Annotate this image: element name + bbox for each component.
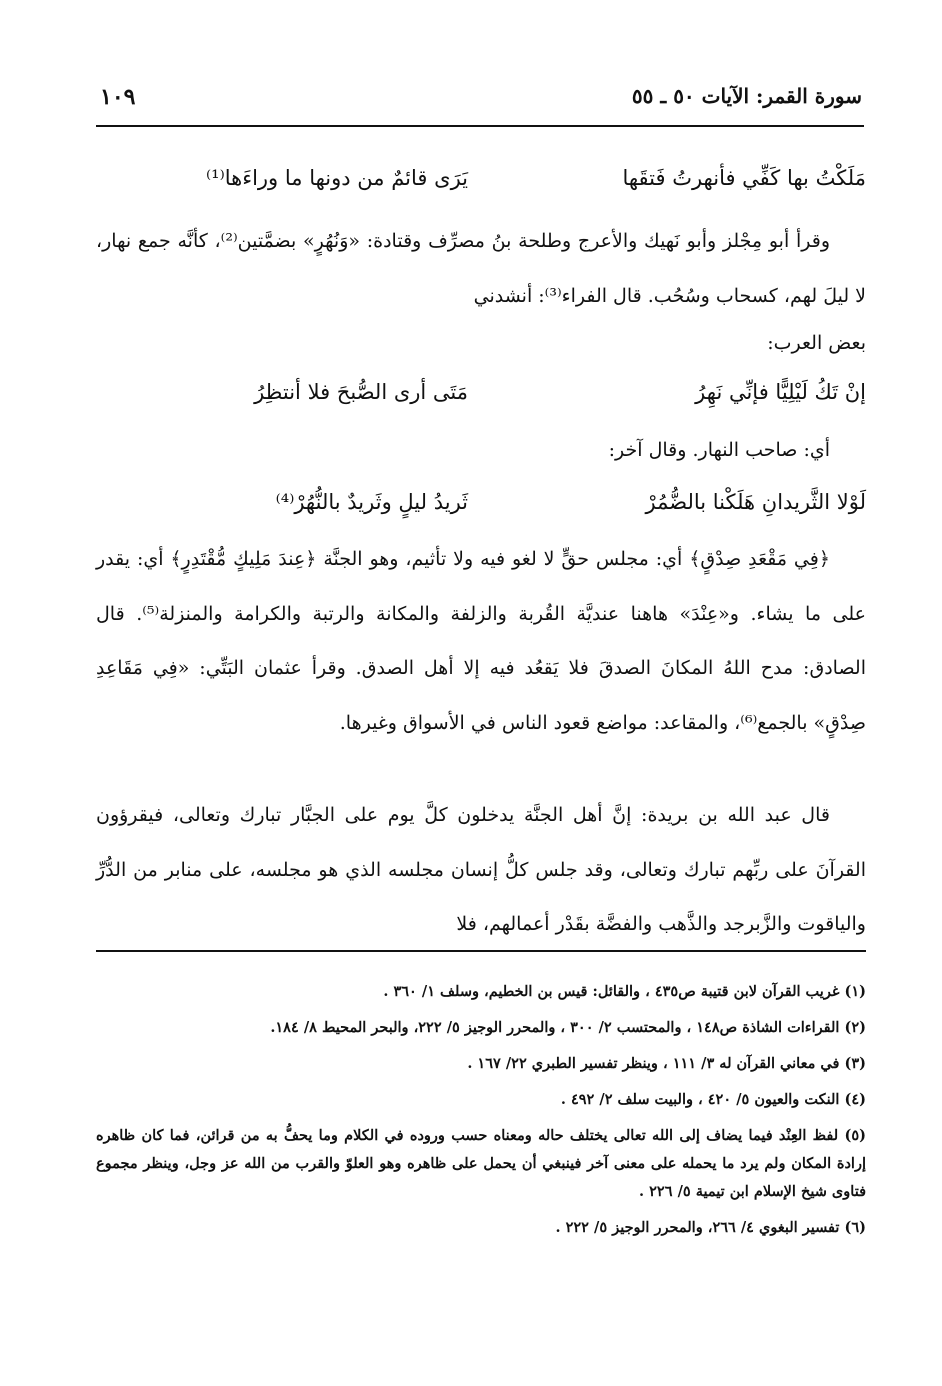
poetry-verse-3 <box>96 482 866 522</box>
footnote-4: (٤) النكت والعيون ٥/ ٤٢٠ ، والبيت سلف ٢/ ٤٩٢ . <box>560 1091 866 1108</box>
verse-second-hemistich: ثَريدُ ليلٍ وثَريدٌ بالنُّهُرْ⁽⁴⁾ <box>275 490 468 514</box>
footnote-1: (١) غريب القرآن لابن قتيبة ص٤٣٥ ، والقائل: قيس بن الخطيم، وسلف ١/ ٣٦٠ . <box>383 983 866 1000</box>
footnote-6: (٦) تفسير البغوي ٤/ ٢٦٦، والمحرر الوجيز ٥/ ٢٢٢ . <box>555 1219 866 1236</box>
footnote-divider <box>96 950 866 952</box>
footnote-3: (٣) في معاني القرآن له ٣/ ١١١ ، وينظر تفسير الطبري ٢٢/ ١٦٧ . <box>467 1055 866 1072</box>
verse-first-hemistich: لَوْلا الثَّريدانِ هَلَكْنا بالضُّمُرْ <box>645 490 866 514</box>
footnotes <box>96 978 866 1250</box>
footnote-5: (٥) لفظ العِنْد فيما يضاف إلى الله تعالى يختلف حاله ومعناه حسب وروده في الكلام وما يحفُّ به من قرائن، فما كان ظاهره إرادة المكان ولم يرد ما يحمله على معنى آخر فينبغي أن يحمل على ظاهره وهو العلوّ والقرب من الله عز وجل، وينظر مجموع فتاوى شيخ الإسلام ابن تيمية ٥/ ٢٢٦ . <box>96 1127 866 1200</box>
poetry-verse-1 <box>96 158 866 198</box>
footnote-2: (٢) القراءات الشاذة ص١٤٨ ، والمحتسب ٢/ ٣٠٠ ، والمحرر الوجيز ٥/ ٢٢٢، والبحر المحيط ٨/ ١٨٤. <box>270 1019 866 1036</box>
header-divider <box>96 125 864 127</box>
running-header-title: سورة القمر: الآيات ٥٠ ـ ٥٥ <box>631 84 862 108</box>
paragraph-readings-end: بعض العرب: <box>767 332 866 354</box>
paragraph-explanation: أي: صاحب النهار. وقال آخر: <box>608 439 830 461</box>
poetry-verse-2 <box>96 372 866 412</box>
verse-second-hemistich: يَرَى قائمٌ من دونها ما وراءَها⁽¹⁾ <box>205 166 468 190</box>
paragraph-readings: وقرأ أبو مِجْلز وأبو نَهيك والأعرج وطلحة بنُ مصرِّف وقتادة: «وَنُهُرٍ» بضمَّتين⁽²⁾، كأنَّه جمع نهار، لا ليلَ لهم، كسحاب وسُحُب. قال الفراء⁽³⁾: أنشدني <box>96 230 866 307</box>
verse-first-hemistich: مَلَكْتُ بها كَفِّي فأنهرتُ فَتقَها <box>622 166 866 190</box>
paragraph-ibn-buraida: قال عبد الله بن بريدة: إنَّ أهل الجنَّة يدخلون كلَّ يوم على الجبَّار تبارك وتعالى، فيقرؤون القرآنَ على ربِّهم تبارك وتعالى، وقد جلس كلُّ إنسان مجلسه الذي هو مجلسه، على منابر من الدُّرِّ والياقوت والزَّبرجد والذَّهب والفضَّة بقَدْر أعمالهم، فلا <box>96 804 866 935</box>
page-number: ١٠٩ <box>100 84 136 110</box>
paragraph-seat-of-truth: ﴿فِي مَقْعَدِ صِدْقٍ﴾ أي: مجلس حقٍّ لا لغو فيه ولا تأثيم، وهو الجنَّة ﴿عِندَ مَلِيكٍ مُّقْتَدِرٍ﴾ أي: يقدر على ما يشاء. و«عِنْدَ» هاهنا عنديَّة القُربة والزلفة والمكانة والرتبة والكرامة والمنزلة⁽⁵⁾. قال الصادق: مدح اللهُ المكانَ الصدقَ فلا يَقعُد فيه إلا أهل الصدق. وقرأ عثمان البَتِّي: «فِي مَقَاعِدِ صِدْقٍ» بالجمع⁽⁶⁾، والمقاعد: مواضع قعود الناس في الأسواق وغيرها. <box>96 548 866 734</box>
verse-second-hemistich: مَتَى أرى الصُّبحَ فلا أنتظِرُ <box>254 380 468 404</box>
verse-first-hemistich: إنْ تَكُ لَيْلِيًّا فإنِّي نَهِرُ <box>695 380 866 404</box>
